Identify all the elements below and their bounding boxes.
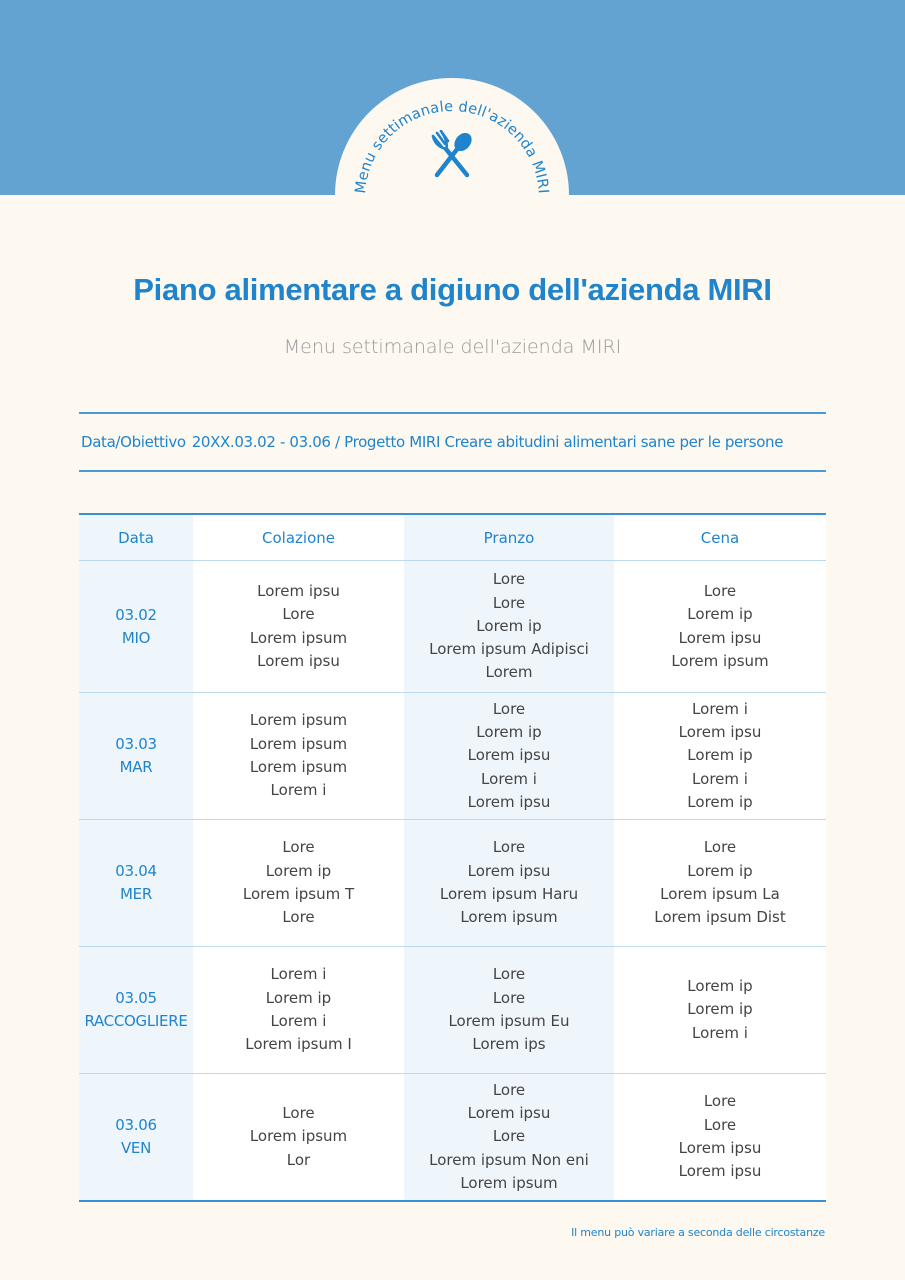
food-item: Lorem ips [472,1035,546,1054]
date-line: MAR [119,758,153,776]
cell-pranzo [404,820,614,946]
food-item: Lorem ipsum [249,711,348,730]
food-item: Lorem [485,663,533,682]
food-item: Lorem ipsu [678,1162,762,1181]
badge-arc-label: Menu settimanale dell'azienda MIRI [352,98,551,195]
food-item: Lore [492,838,526,857]
cell-cena [614,820,826,946]
header-date: Data [79,515,193,560]
food-item: Lorem ipsum [249,758,348,776]
table-header-row [79,515,826,561]
date-line: 03.03 [115,735,157,753]
food-item: Lore [703,1115,737,1134]
footnote: Il menu può variare a seconda delle circostanze [571,1226,825,1239]
food-item: Lorem i [692,769,748,788]
page-title: Piano alimentare a digiuno dell'azienda MIRI [133,272,772,307]
table-row [79,947,826,1074]
table-row [79,693,826,820]
food-item: Lorem ip [687,861,753,880]
food-item: Lore [282,908,315,927]
cell-colazione [193,947,404,1073]
food-item: Lorem ipsum Adipisci [429,640,589,659]
food-item: Lore [492,1127,526,1146]
food-item: Lore [492,699,526,718]
cell-pranzo [404,693,614,819]
date-line: 03.02 [115,605,157,624]
food-item: Lorem ipsum I [245,1035,352,1054]
food-item: Lorem ipsum La [660,885,780,903]
header-pranzo: Pranzo [404,515,614,560]
food-item: Lorem ipsu [467,746,551,765]
cell-date [79,561,193,692]
food-item: Lore [492,570,526,589]
header-colazione: Colazione [193,515,404,560]
food-item: Lorem ip [687,746,753,765]
cell-date [79,693,193,819]
food-item: Lor [286,1150,311,1169]
cell-colazione [193,820,404,946]
date-line: VEN [120,1139,152,1157]
fork-spoon-icon [429,130,477,180]
food-item: Lore [492,965,526,984]
food-item: Lorem ipsum Haru [439,885,579,903]
date-line: 03.06 [115,1116,157,1134]
food-item: Lorem ipsum [460,1173,558,1192]
food-item: Lore [282,838,315,857]
page-subtitle: Menu settimanale dell'azienda MIRI [283,336,622,358]
cell-pranzo [404,561,614,692]
food-item: Lorem ipsum [249,628,348,647]
food-item: Lorem i [270,1012,327,1030]
food-item: Lorem ip [687,977,753,996]
food-item: Lore [492,593,526,612]
date-line: RACCOGLIERE [84,1012,188,1030]
food-item: Lorem ipsum Dist [654,908,786,927]
food-item: Lorem ip [265,988,332,1007]
food-item: Lorem ipsum Eu [448,1012,570,1030]
date-line: 03.05 [115,989,157,1007]
food-item: Lorem ipsu [467,861,551,880]
food-item: Lorem ip [265,861,332,880]
date-line: MER [120,885,152,903]
cell-pranzo [404,947,614,1073]
info-value: 20XX.03.02 - 03.06 / Progetto MIRI Creare abitudini alimentari sane per le persone [191,433,784,451]
cell-cena [614,561,826,692]
food-item: Lorem ipsum [460,908,558,927]
table-row [79,820,826,947]
food-item: Lorem ipsu [257,651,340,670]
info-bar [79,412,826,472]
food-item: Lorem ipsu [678,723,762,742]
food-item: Lore [492,988,526,1007]
cell-colazione [193,693,404,819]
info-label: Data/Obiettivo [81,433,186,451]
date-line: MIO [121,628,151,647]
food-item: Lorem ipsu [678,628,762,647]
food-item: Lorem i [692,1023,748,1042]
cell-colazione [193,1074,404,1200]
food-item: Lore [703,581,737,600]
food-item: Lorem ipsu [257,581,340,600]
header-cena: Cena [614,515,826,560]
food-item: Lorem i [270,965,327,984]
table-row [79,561,826,693]
cell-colazione [193,561,404,692]
cell-date [79,820,193,946]
food-item: Lorem ip [476,723,542,742]
food-item: Lore [703,1092,737,1111]
cell-date [79,947,193,1073]
food-item: Lorem ipsu [467,1104,551,1123]
food-item: Lorem ip [687,605,753,624]
cell-cena [614,947,826,1073]
food-item: Lorem ipsu [678,1139,762,1157]
cell-date [79,1074,193,1200]
menu-table [79,513,826,1202]
date-line: 03.04 [115,862,157,880]
food-item: Lore [282,1104,315,1123]
food-item: Lorem i [270,781,327,800]
cell-cena [614,1074,826,1200]
food-item: Lorem ip [476,616,542,635]
food-item: Lorem ip [687,1000,753,1019]
food-item: Lorem ip [687,792,753,811]
food-item: Lorem ipsum [671,651,769,670]
cell-cena [614,693,826,819]
food-item: Lorem ipsu [467,792,551,811]
food-item: Lorem ipsum [249,734,348,753]
food-item: Lore [282,605,315,624]
food-item: Lore [492,1080,526,1099]
food-item: Lorem i [692,699,748,718]
table-row [79,1074,826,1200]
food-item: Lorem ipsum Non eni [429,1150,589,1169]
food-item: Lore [703,838,737,857]
food-item: Lorem ipsum T [242,885,355,903]
food-item: Lorem i [481,769,537,788]
cell-pranzo [404,1074,614,1200]
food-item: Lorem ipsum [249,1127,348,1146]
